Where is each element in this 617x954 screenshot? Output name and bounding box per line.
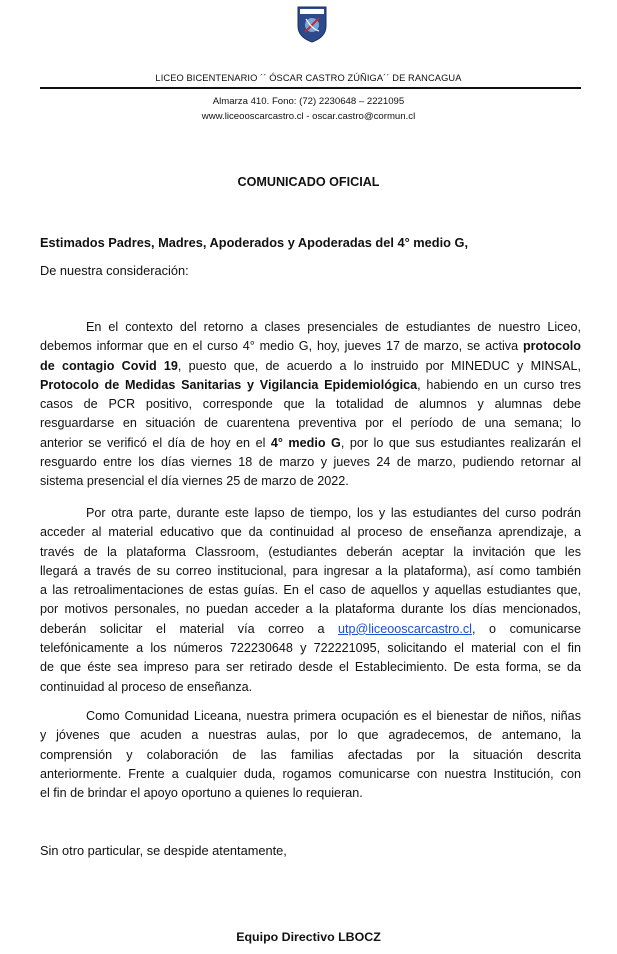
text-line: de contagio Covid 19, puesto que, de acuerdo a lo instruido por MINEDUC y MINSAL, bbox=[40, 358, 581, 373]
text-line: deberán solicitar el material vía correo a utp@liceooscarcastro.cl, o comunicarse bbox=[40, 621, 581, 636]
text-line: telefónicamente a los números 722230648 y 722221095, solicitando el material con el fin bbox=[40, 641, 581, 656]
school-address: Almarza 410. Fono: (72) 2230648 – 2221095 bbox=[212, 96, 405, 107]
text-line: el fin de brindar el apoyo oportuno a quienes lo requieran. bbox=[40, 786, 363, 801]
school-crest-icon bbox=[297, 6, 327, 43]
salutation: Estimados Padres, Madres, Apoderados y Apoderadas del 4° medio G, bbox=[40, 235, 469, 250]
text-line: a las retroalimentaciones de estas guías. En el caso de aquellos y aquellas estudiantes que, bbox=[40, 583, 581, 598]
text-line: anteriormente. Frente a cualquier duda, rogamos comunicarse con nuestra Institución, con bbox=[40, 766, 581, 781]
text-line: sistema presencial el día viernes 25 de marzo de 2022. bbox=[40, 474, 349, 489]
text-line: través de la plataforma Classroom, (estudiantes deberán aceptar la invitación que les bbox=[40, 544, 581, 559]
closing-line: Sin otro particular, se despide atentamente, bbox=[40, 843, 287, 858]
text-line: casos de PCR positivo, corresponde que la totalidad de alumnos y alumnas debe bbox=[40, 397, 581, 412]
header-divider bbox=[40, 87, 581, 89]
paragraph-community bbox=[40, 707, 581, 803]
text-line: comprensión y colaboración de las familias afectadas por la situación descrita bbox=[40, 747, 581, 762]
text-line: resguardo entre los días viernes 18 de marzo y jueves 24 de marzo, pudiendo retornar al bbox=[40, 455, 581, 470]
text-line: de que éste sea impreso para ser retirado desde el Establecimiento. De esta forma, se da bbox=[40, 660, 581, 675]
text-line: resguardarse en situación de cuarentena preventiva por el período de una semana; lo bbox=[40, 416, 581, 431]
paragraph-context bbox=[40, 318, 581, 492]
email-link[interactable]: utp@liceooscarcastro.cl bbox=[338, 621, 472, 636]
signature: Equipo Directivo LBOCZ bbox=[236, 930, 381, 944]
text-line: anterior se verificó el día de hoy en el 4° medio G, por lo que sus estudiantes realizarán el bbox=[40, 435, 581, 450]
text-line: llegará a través de su correo institucional, para ingresar a la plataforma), así como también bbox=[40, 563, 581, 578]
text-line: continuidad al proceso de enseñanza. bbox=[40, 679, 253, 694]
text-line: y jóvenes que acuden a nuestras aulas, por lo que agradecemos, de antemano, la bbox=[40, 728, 581, 743]
text-line: por motivos personales, no puedan acceder a la plataforma durante los días mencionados, bbox=[40, 602, 581, 617]
text-line: En el contexto del retorno a clases presenciales de estudiantes de nuestro Liceo, bbox=[86, 320, 581, 334]
text-line: Por otra parte, durante este lapso de tiempo, los y las estudiantes del curso podrán bbox=[86, 506, 581, 520]
text-line: Como Comunidad Liceana, nuestra primera ocupación es el bienestar de niños, niñas bbox=[86, 709, 581, 723]
text-line: acceder al material educativo que da continuidad al proceso de enseñanza aprendizaje, a bbox=[40, 525, 581, 540]
document-title: COMUNICADO OFICIAL bbox=[237, 175, 380, 189]
paragraph-material bbox=[40, 504, 581, 697]
consideration-line: De nuestra consideración: bbox=[40, 263, 189, 278]
school-web-contact: www.liceooscarcastro.cl - oscar.castro@cormun.cl bbox=[201, 111, 416, 122]
text-line: debemos informar que en el curso 4° medio G, hoy, jueves 17 de marzo, se activa protocolo bbox=[40, 339, 581, 354]
text-line: Protocolo de Medidas Sanitarias y Vigilancia Epidemiológica, habiendo en un curso tres bbox=[40, 377, 581, 392]
school-name: LICEO BICENTENARIO ´´ ÓSCAR CASTRO ZÚÑIGA´´ DE RANCAGUA bbox=[155, 73, 462, 83]
